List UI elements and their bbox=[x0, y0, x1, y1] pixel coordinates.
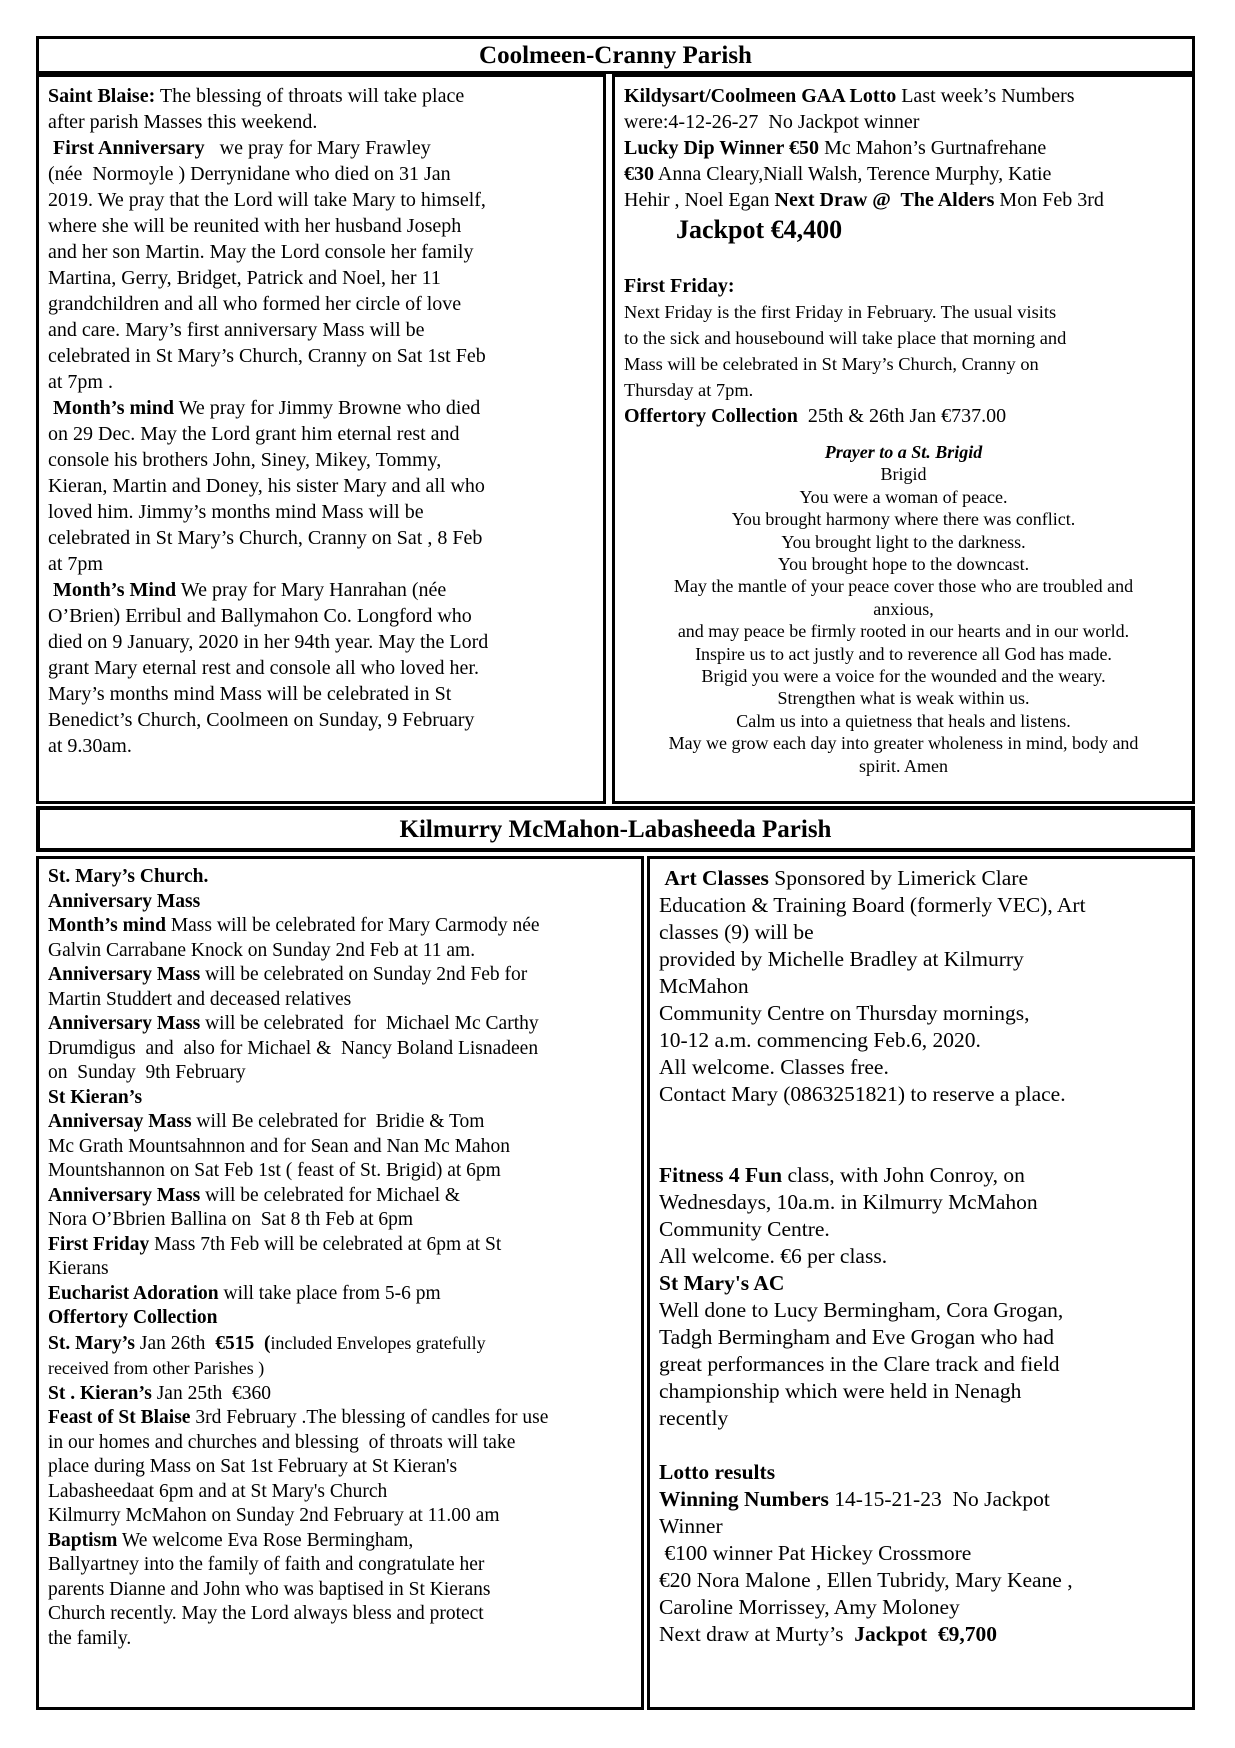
text-line bbox=[48, 499, 594, 525]
text-segment: Mountshannon on Sat Feb 1st ( feast of St. Brigid) at 6pm bbox=[48, 1160, 501, 1181]
text-line bbox=[48, 551, 594, 577]
text-line bbox=[659, 1324, 1183, 1351]
text-line bbox=[624, 83, 1183, 109]
text-line bbox=[48, 525, 594, 551]
text-segment: €100 winner Pat Hickey Crossmore bbox=[659, 1541, 972, 1565]
text-segment: Mary’s months mind Mass will be celebrated in St bbox=[48, 683, 452, 705]
text-segment: Jan 26th bbox=[135, 1332, 216, 1354]
text-line bbox=[48, 865, 632, 890]
text-line bbox=[659, 1270, 1183, 1297]
text-segment: the family. bbox=[48, 1627, 132, 1649]
text-segment: You brought harmony where there was conflict. bbox=[731, 509, 1076, 530]
text-segment: Anniversary Mass bbox=[48, 1184, 201, 1206]
text-segment: Caroline Morrissey, Amy Moloney bbox=[659, 1595, 960, 1619]
text-segment: Ballyartney into the family of faith and congratulate her bbox=[48, 1554, 485, 1575]
text-line bbox=[48, 1331, 632, 1357]
text-segment: Art Classes bbox=[664, 866, 769, 890]
text-segment: Feast of St Blaise bbox=[48, 1407, 191, 1428]
text-segment: You brought hope to the downcast. bbox=[777, 554, 1030, 575]
text-segment: Jackpot €9,700 bbox=[854, 1622, 998, 1646]
text-line bbox=[624, 377, 1183, 403]
text-segment: Labasheedaat 6pm and at St Mary's Church bbox=[48, 1480, 388, 1502]
text-line bbox=[48, 1382, 632, 1407]
kilmurry-right-column bbox=[647, 856, 1195, 1710]
text-segment: €20 Nora Malone , Ellen Tubridy, Mary Keane , bbox=[659, 1568, 1073, 1592]
text-segment: Well done to Lucy Bermingham, Cora Grogan, bbox=[659, 1298, 1064, 1322]
text-line bbox=[48, 1110, 632, 1135]
text-line bbox=[624, 273, 1183, 299]
text-line bbox=[659, 973, 1183, 1000]
text-segment: championship which were held in Nenagh bbox=[659, 1379, 1022, 1403]
text-line bbox=[48, 421, 594, 447]
text-segment: Martina, Gerry, Bridget, Patrick and Noel, her 11 bbox=[48, 267, 441, 289]
text-segment: Offertory Collection bbox=[48, 1307, 218, 1328]
text-line bbox=[659, 1189, 1183, 1216]
text-segment: Drumdigus and also for Michael & Nancy Boland Lisnadeen bbox=[48, 1037, 539, 1059]
text-segment: grandchildren and all who formed her circle of love bbox=[48, 293, 462, 315]
text-line bbox=[624, 755, 1183, 777]
text-segment: will be celebrated for Michael Mc Carthy bbox=[200, 1013, 539, 1034]
text-line bbox=[624, 531, 1183, 553]
text-line bbox=[659, 1351, 1183, 1378]
text-segment: Mass 7th Feb will be celebrated at 6pm at St bbox=[149, 1233, 502, 1255]
text-segment: Month’s mind bbox=[48, 915, 166, 936]
text-line bbox=[48, 1086, 632, 1111]
text-line bbox=[48, 1208, 632, 1233]
text-line bbox=[48, 1135, 632, 1160]
text-segment: Kilmurry McMahon on Sunday 2nd February at 11.00 am bbox=[48, 1505, 500, 1526]
text-segment: Mon Feb 3rd bbox=[994, 189, 1104, 211]
coolmeen-right-column bbox=[612, 74, 1195, 804]
text-line bbox=[48, 1431, 632, 1456]
text-line bbox=[48, 213, 594, 239]
text-segment: will take place from 5-6 pm bbox=[218, 1282, 441, 1304]
text-line bbox=[48, 1306, 632, 1331]
text-segment: Tadgh Bermingham and Eve Grogan who had bbox=[659, 1325, 1054, 1349]
text-segment: Galvin Carrabane Knock on Sunday 2nd Feb at 11 am. bbox=[48, 939, 476, 961]
text-line bbox=[624, 643, 1183, 665]
text-segment: Nora O’Bbrien Ballina on Sat 8 th Feb at 6pm bbox=[48, 1209, 414, 1230]
text-line bbox=[624, 247, 1183, 273]
text-segment: we pray for Mary Frawley bbox=[204, 137, 431, 159]
text-segment: St Kieran’s bbox=[48, 1086, 143, 1108]
text-line bbox=[48, 914, 632, 939]
text-segment: 14-15-21-23 No Jackpot bbox=[828, 1487, 1050, 1511]
text-line bbox=[624, 135, 1183, 161]
text-line bbox=[48, 1037, 632, 1062]
text-line bbox=[48, 83, 594, 109]
text-line bbox=[624, 687, 1183, 709]
text-line bbox=[624, 325, 1183, 351]
text-line bbox=[48, 1627, 632, 1652]
text-line bbox=[48, 681, 594, 707]
text-segment: Inspire us to act justly and to reverence all God has made. bbox=[695, 643, 1112, 664]
text-segment: Anniversary Mass bbox=[48, 1013, 201, 1034]
text-segment: Mc Mahon’s Gurtnafrehane bbox=[819, 137, 1047, 159]
text-line bbox=[624, 213, 1183, 247]
text-line bbox=[624, 665, 1183, 687]
text-line bbox=[48, 109, 594, 135]
text-segment: Brigid bbox=[880, 464, 927, 485]
text-line bbox=[48, 239, 594, 265]
text-line bbox=[48, 265, 594, 291]
text-line bbox=[48, 1061, 632, 1086]
text-segment: Jackpot €4,400 bbox=[676, 215, 843, 244]
text-line bbox=[659, 919, 1183, 946]
text-segment: died on 9 January, 2020 in her 94th year. May the Lord bbox=[48, 631, 489, 653]
text-segment: Benedict’s Church, Coolmeen on Sunday, 9 February bbox=[48, 709, 475, 731]
text-segment: 2019. We pray that the Lord will take Mary to himself, bbox=[48, 189, 486, 211]
text-line bbox=[48, 1455, 632, 1480]
text-segment: Community Centre. bbox=[659, 1217, 830, 1241]
text-line bbox=[624, 109, 1183, 135]
text-segment: We pray for Mary Hanrahan (née bbox=[176, 579, 447, 601]
text-line bbox=[659, 1135, 1183, 1162]
section2-title: Kilmurry McMahon-Labasheeda Parish bbox=[399, 816, 832, 843]
text-line bbox=[48, 1529, 632, 1554]
text-segment: Mc Grath Mountsahnnon and for Sean and Nan Mc Mahon bbox=[48, 1135, 510, 1157]
text-segment: received from other Parishes ) bbox=[48, 1358, 265, 1378]
text-segment: Saint Blaise: bbox=[48, 85, 156, 107]
text-line bbox=[48, 1012, 632, 1037]
text-segment: May the mantle of your peace cover those who are troubled and bbox=[673, 576, 1134, 597]
text-segment: celebrated in St Mary’s Church, Cranny on Sat 1st Feb bbox=[48, 345, 486, 367]
text-segment: €30 bbox=[624, 163, 654, 185]
text-line bbox=[624, 403, 1183, 429]
text-line bbox=[624, 441, 1183, 463]
text-line bbox=[48, 447, 594, 473]
text-line bbox=[48, 1504, 632, 1529]
text-segment: Calm us into a quietness that heals and listens. bbox=[736, 710, 1071, 731]
text-line bbox=[48, 343, 594, 369]
text-segment: Strengthen what is weak within us. bbox=[777, 688, 1030, 709]
text-line bbox=[624, 187, 1183, 213]
text-segment: to the sick and housebound will take place that morning and bbox=[624, 328, 1067, 348]
text-line bbox=[48, 1553, 632, 1578]
text-line bbox=[48, 988, 632, 1013]
text-line bbox=[624, 161, 1183, 187]
text-segment: All welcome. €6 per class. bbox=[659, 1244, 888, 1268]
text-segment: Anniversary Mass bbox=[48, 890, 201, 912]
text-line bbox=[48, 161, 594, 187]
text-segment: and her son Martin. May the Lord console her family bbox=[48, 241, 474, 263]
text-line bbox=[48, 317, 594, 343]
text-segment: Winning Numbers bbox=[659, 1487, 829, 1511]
text-segment: at 7pm . bbox=[48, 371, 113, 393]
text-line bbox=[48, 1578, 632, 1603]
text-line bbox=[48, 1233, 632, 1258]
text-segment: Kieran, Martin and Doney, his sister Mary and all who bbox=[48, 475, 485, 497]
text-segment: 10-12 a.m. commencing Feb.6, 2020. bbox=[659, 1028, 981, 1052]
text-segment: The blessing of throats will take place bbox=[155, 85, 465, 107]
text-line bbox=[659, 946, 1183, 973]
text-line bbox=[659, 1378, 1183, 1405]
text-segment: will Be celebrated for Bridie & Tom bbox=[191, 1111, 485, 1132]
text-line bbox=[624, 486, 1183, 508]
text-segment: Baptism bbox=[48, 1529, 118, 1551]
coolmeen-left-column bbox=[36, 74, 606, 804]
text-line bbox=[659, 892, 1183, 919]
text-segment: Kildysart/Coolmeen GAA Lotto bbox=[624, 85, 897, 107]
text-segment: Brigid you were a voice for the wounded and the weary. bbox=[701, 666, 1106, 687]
text-line bbox=[624, 553, 1183, 575]
text-segment: Kierans bbox=[48, 1258, 109, 1279]
text-segment: on 29 Dec. May the Lord grant him eternal rest and bbox=[48, 423, 460, 445]
text-segment: recently bbox=[659, 1406, 729, 1430]
text-segment: Hehir , Noel Egan bbox=[624, 189, 775, 211]
text-line bbox=[659, 1243, 1183, 1270]
text-line bbox=[659, 1054, 1183, 1081]
text-segment: €515 bbox=[215, 1332, 255, 1354]
text-segment: Anna Cleary,Niall Walsh, Terence Murphy, Katie bbox=[654, 163, 1052, 185]
text-segment: You were a woman of peace. bbox=[799, 486, 1008, 507]
text-line bbox=[48, 135, 594, 161]
text-segment: 3rd February .The blessing of candles for use bbox=[190, 1407, 549, 1428]
text-segment: at 9.30am. bbox=[48, 735, 132, 757]
text-segment: Martin Studdert and deceased relatives bbox=[48, 988, 352, 1010]
text-line bbox=[624, 299, 1183, 325]
text-segment: First Anniversary bbox=[53, 137, 205, 159]
text-segment: Contact Mary (0863251821) to reserve a place. bbox=[659, 1082, 1066, 1106]
text-line bbox=[659, 1405, 1183, 1432]
text-segment bbox=[254, 1333, 264, 1354]
text-segment: Month’s mind bbox=[53, 397, 174, 419]
text-line bbox=[659, 1000, 1183, 1027]
text-line bbox=[659, 1162, 1183, 1189]
text-segment: Lucky Dip Winner €50 bbox=[624, 137, 820, 159]
text-line bbox=[48, 629, 594, 655]
text-segment: St. Mary’s bbox=[48, 1332, 136, 1354]
text-segment: celebrated in St Mary’s Church, Cranny on Sat , 8 Feb bbox=[48, 527, 483, 549]
text-line bbox=[48, 1257, 632, 1282]
text-segment: Community Centre on Thursday mornings, bbox=[659, 1001, 1030, 1025]
text-segment: Month’s Mind bbox=[53, 579, 177, 601]
text-line bbox=[624, 575, 1183, 597]
text-line bbox=[659, 1027, 1183, 1054]
text-segment: Mass will be celebrated for Mary Carmody née bbox=[165, 915, 540, 936]
text-line bbox=[48, 1602, 632, 1627]
text-line bbox=[624, 710, 1183, 732]
text-segment: Mass will be celebrated in St Mary’s Church, Cranny on bbox=[624, 354, 1039, 374]
text-segment: 25th & 26th Jan €737.00 bbox=[797, 405, 1007, 427]
text-line bbox=[48, 1356, 632, 1382]
text-segment: were:4-12-26-27 No Jackpot winner bbox=[624, 111, 920, 133]
text-line bbox=[48, 655, 594, 681]
text-segment: Anniversay Mass bbox=[48, 1111, 192, 1132]
coolmeen-cranny-parish-header bbox=[36, 36, 1195, 74]
text-segment: Winner bbox=[659, 1514, 723, 1538]
text-segment: Next draw at Murty’s bbox=[659, 1622, 855, 1646]
text-segment: First Friday bbox=[48, 1233, 150, 1255]
text-line bbox=[48, 1282, 632, 1307]
text-line bbox=[659, 1621, 1183, 1648]
text-segment: will be celebrated on Sunday 2nd Feb for bbox=[200, 964, 528, 985]
text-line bbox=[48, 577, 594, 603]
text-line bbox=[48, 1480, 632, 1505]
text-line bbox=[48, 187, 594, 213]
text-line bbox=[48, 473, 594, 499]
kilmurry-left-column bbox=[36, 856, 644, 1710]
text-line bbox=[624, 351, 1183, 377]
text-segment: Education & Training Board (formerly VEC), Art bbox=[659, 893, 1086, 917]
text-line bbox=[624, 620, 1183, 642]
text-segment: Offertory Collection bbox=[624, 405, 798, 427]
text-line bbox=[48, 395, 594, 421]
text-segment: St. Mary’s Church. bbox=[48, 866, 209, 887]
text-line bbox=[659, 1594, 1183, 1621]
text-line bbox=[48, 369, 594, 395]
text-segment: and care. Mary’s first anniversary Mass will be bbox=[48, 319, 425, 341]
text-line bbox=[659, 1216, 1183, 1243]
text-segment: grant Mary eternal rest and console all who loved her. bbox=[48, 657, 479, 679]
text-segment: Next Friday is the first Friday in February. The usual visits bbox=[624, 302, 1057, 322]
text-line bbox=[659, 1297, 1183, 1324]
text-segment: Anniversary Mass bbox=[48, 964, 201, 985]
text-line bbox=[659, 1567, 1183, 1594]
text-segment: console his brothers John, Siney, Mikey, Tommy, bbox=[48, 449, 442, 471]
text-line bbox=[48, 1184, 632, 1209]
text-segment: Jan 25th €360 bbox=[151, 1382, 271, 1404]
text-line bbox=[624, 598, 1183, 620]
text-line bbox=[48, 291, 594, 317]
text-line bbox=[48, 939, 632, 964]
text-segment: class, with John Conroy, on bbox=[782, 1163, 1025, 1187]
text-line bbox=[48, 890, 632, 915]
text-segment: Fitness 4 Fun bbox=[659, 1163, 783, 1187]
text-segment: Lotto results bbox=[659, 1460, 776, 1484]
text-line bbox=[659, 1513, 1183, 1540]
text-segment: in our homes and churches and blessing of throats will take bbox=[48, 1431, 516, 1453]
text-line bbox=[48, 603, 594, 629]
text-line bbox=[659, 1486, 1183, 1513]
text-segment: Prayer to a St. Brigid bbox=[824, 442, 983, 462]
text-line bbox=[48, 733, 594, 759]
text-segment: McMahon bbox=[659, 974, 749, 998]
text-segment: Wednesdays, 10a.m. in Kilmurry McMahon bbox=[659, 1190, 1038, 1214]
text-segment: parents Dianne and John who was baptised in St Kierans bbox=[48, 1578, 491, 1600]
text-segment: spirit. Amen bbox=[859, 755, 948, 776]
text-segment: First Friday: bbox=[624, 275, 735, 297]
text-segment: You brought light to the darkness. bbox=[781, 531, 1026, 552]
text-segment: will be celebrated for Michael & bbox=[200, 1184, 461, 1206]
text-segment: (née Normoyle ) Derrynidane who died on 31 Jan bbox=[48, 163, 451, 185]
text-segment: where she will be reunited with her husband Joseph bbox=[48, 215, 462, 237]
text-segment: St Mary's AC bbox=[659, 1271, 785, 1295]
text-line bbox=[48, 1159, 632, 1184]
text-segment: after parish Masses this weekend. bbox=[48, 111, 318, 133]
text-segment: St . Kieran’s bbox=[48, 1382, 152, 1404]
text-line bbox=[624, 732, 1183, 754]
text-segment: Thursday at 7pm. bbox=[624, 380, 754, 400]
text-segment: classes (9) will be bbox=[659, 920, 814, 944]
section1-title: Coolmeen-Cranny Parish bbox=[479, 42, 752, 69]
text-segment: We welcome Eva Rose Bermingham, bbox=[117, 1529, 414, 1551]
text-segment: All welcome. Classes free. bbox=[659, 1055, 889, 1079]
text-segment: Last week’s Numbers bbox=[896, 85, 1075, 107]
text-line bbox=[624, 508, 1183, 530]
text-line bbox=[659, 1432, 1183, 1459]
text-segment: Sponsored by Limerick Clare bbox=[768, 866, 1029, 890]
text-segment: O’Brien) Erribul and Ballymahon Co. Longford who bbox=[48, 605, 472, 627]
kilmurry-labasheeda-parish-header bbox=[36, 806, 1195, 852]
text-segment: at 7pm bbox=[48, 553, 103, 575]
text-segment: provided by Michelle Bradley at Kilmurry bbox=[659, 947, 1024, 971]
text-line bbox=[659, 1108, 1183, 1135]
text-line bbox=[659, 1081, 1183, 1108]
text-segment: We pray for Jimmy Browne who died bbox=[173, 397, 481, 419]
text-segment: May we grow each day into greater wholeness in mind, body and bbox=[668, 733, 1139, 754]
text-segment: ( bbox=[263, 1332, 271, 1354]
text-line bbox=[48, 707, 594, 733]
text-segment: great performances in the Clare track and field bbox=[659, 1352, 1060, 1376]
text-line bbox=[624, 463, 1183, 485]
text-segment: and may peace be firmly rooted in our hearts and in our world. bbox=[677, 621, 1130, 642]
text-segment: Church recently. May the Lord always bless and protect bbox=[48, 1603, 484, 1624]
text-segment: on Sunday 9th February bbox=[48, 1062, 246, 1083]
text-line bbox=[48, 963, 632, 988]
text-line bbox=[659, 1459, 1183, 1486]
text-segment: Eucharist Adoration bbox=[48, 1282, 219, 1304]
text-segment: anxious, bbox=[873, 598, 934, 619]
text-segment: place during Mass on Sat 1st February at St Kieran's bbox=[48, 1456, 458, 1477]
text-line bbox=[659, 865, 1183, 892]
text-segment: Next Draw @ The Alders bbox=[774, 189, 995, 211]
text-line bbox=[659, 1540, 1183, 1567]
text-segment: loved him. Jimmy’s months mind Mass will be bbox=[48, 501, 424, 523]
text-segment: included Envelopes gratefully bbox=[270, 1332, 486, 1353]
text-line bbox=[48, 1406, 632, 1431]
